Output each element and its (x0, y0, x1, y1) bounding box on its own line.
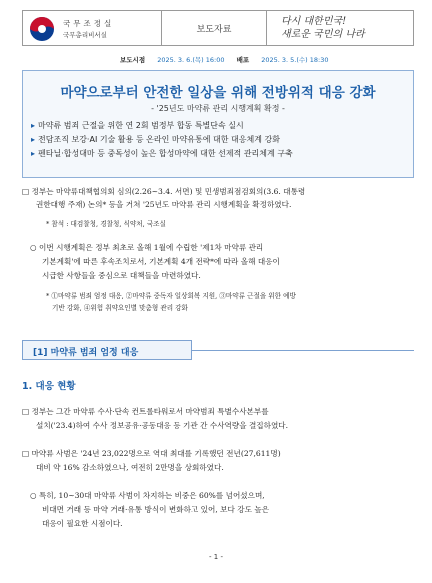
paragraph-line: □ 정부는 그간 마약류 수사·단속 컨트롤타워로서 마약범죄 특별수사본부를 (22, 407, 269, 416)
release-info (120, 55, 329, 64)
org-name: 국무조정실 (63, 19, 115, 28)
slogan (281, 15, 365, 41)
slogan-block (267, 10, 414, 46)
headline-bullet: ▸ 전담조직 보강·AI 기술 활용 등 온라인 마약유통에 대한 대응체계 강화 (31, 135, 280, 144)
footnote: 기반 강화, ④위험 취약요인별 맞춤형 관리 강화 (52, 304, 188, 312)
paragraph-line: 비대면 거래 등 마약 거래·유통 방식이 변화하고 있어, 보다 강도 높은 (42, 505, 270, 514)
paragraph-line: 시급한 사항들을 중심으로 대책들을 마련하였다. (42, 271, 201, 280)
paragraph-line: ○ 특히, 10~30대 마약류 사범이 차지하는 비중은 60%를 넘어섰으며, (30, 491, 265, 500)
headline-subtitle: - '25년도 마약류 관리 시행계획 확정 - (151, 104, 285, 113)
headline-box (22, 70, 414, 178)
release-date: 2025. 3. 6.(목) 16:00 (157, 56, 225, 64)
org-subname: 국무총리비서실 (63, 31, 107, 39)
release-label: 보도시점 (120, 56, 146, 64)
press-header (22, 10, 414, 50)
triangle-bullet-icon: ▸ (31, 135, 36, 144)
distribute-date: 2025. 3. 5.(수) 18:30 (261, 56, 329, 64)
section-title: [1] 마약류 범죄 엄정 대응 (33, 348, 139, 358)
government-emblem-icon (29, 16, 55, 42)
section-divider (192, 350, 414, 351)
paragraph-line: 설치('23.4)하여 수사 정보공유·공동대응 등 기관 간 수사역량을 결집하였다. (36, 421, 289, 430)
triangle-bullet-icon: ▸ (31, 121, 36, 130)
paragraph-line: □ 정부는 마약류대책협의회 심의(2.26~3.4. 서면) 및 민생범죄점검회의(3.6. 대통령 (22, 187, 306, 196)
doc-type-block (162, 10, 267, 46)
distribute-label: 배포 (236, 56, 250, 64)
paragraph-line: ○ 이번 시행계획은 정부 최초로 올해 1월에 수립한 '제1차 마약류 관리 (30, 243, 264, 252)
paragraph-line: 권한대행 주재) 논의* 등을 거쳐 '25년도 마약류 관리 시행계획을 확정하였다. (36, 200, 292, 209)
doc-type: 보도자료 (196, 25, 232, 35)
triangle-bullet-icon: ▸ (31, 149, 36, 158)
paragraph-line: □ 마약류 사범은 '24년 23,022명으로 역대 최대를 기록했던 전년(27,611명) (22, 449, 281, 458)
headline-bullet: ▸ 마약류 범죄 근절을 위한 연 2회 범정부 합동 특별단속 실시 (31, 121, 244, 130)
org-block (22, 10, 162, 46)
slogan-line-2: 새로운 국민의 나라 (281, 29, 365, 40)
subsection-title: 1. 대응 현황 (22, 381, 76, 392)
headline-title: 마약으로부터 안전한 일상을 위해 전방위적 대응 강화 (60, 85, 376, 101)
slogan-line-1: 다시 대한민국! (281, 16, 347, 27)
page-number: - 1 - (209, 553, 223, 561)
paragraph-line: 기본계획'에 따른 후속조치로서, 기본계획 4개 전략*에 따라 올해 대응이 (42, 257, 280, 266)
footnote: * ①마약류 범죄 엄정 대응, ②마약류 중독자 일상회복 지원, ③마약류 근절을 위한 예방 (46, 292, 296, 300)
paragraph-line: 대응이 필요한 시점이다. (42, 519, 123, 528)
headline-bullet: ▸ 펜타닐·합성대마 등 중독성이 높은 합성마약에 대한 선제적 관리체계 구축 (31, 149, 293, 158)
footnote: * 참석 : 대검찰청, 경찰청, 식약처, 국조실 (46, 220, 166, 228)
section-heading-box (22, 340, 192, 360)
paragraph-line: 대비 약 16% 감소하였으나, 여전히 2만명을 상회하였다. (36, 463, 224, 472)
headline-bullets (31, 119, 293, 161)
